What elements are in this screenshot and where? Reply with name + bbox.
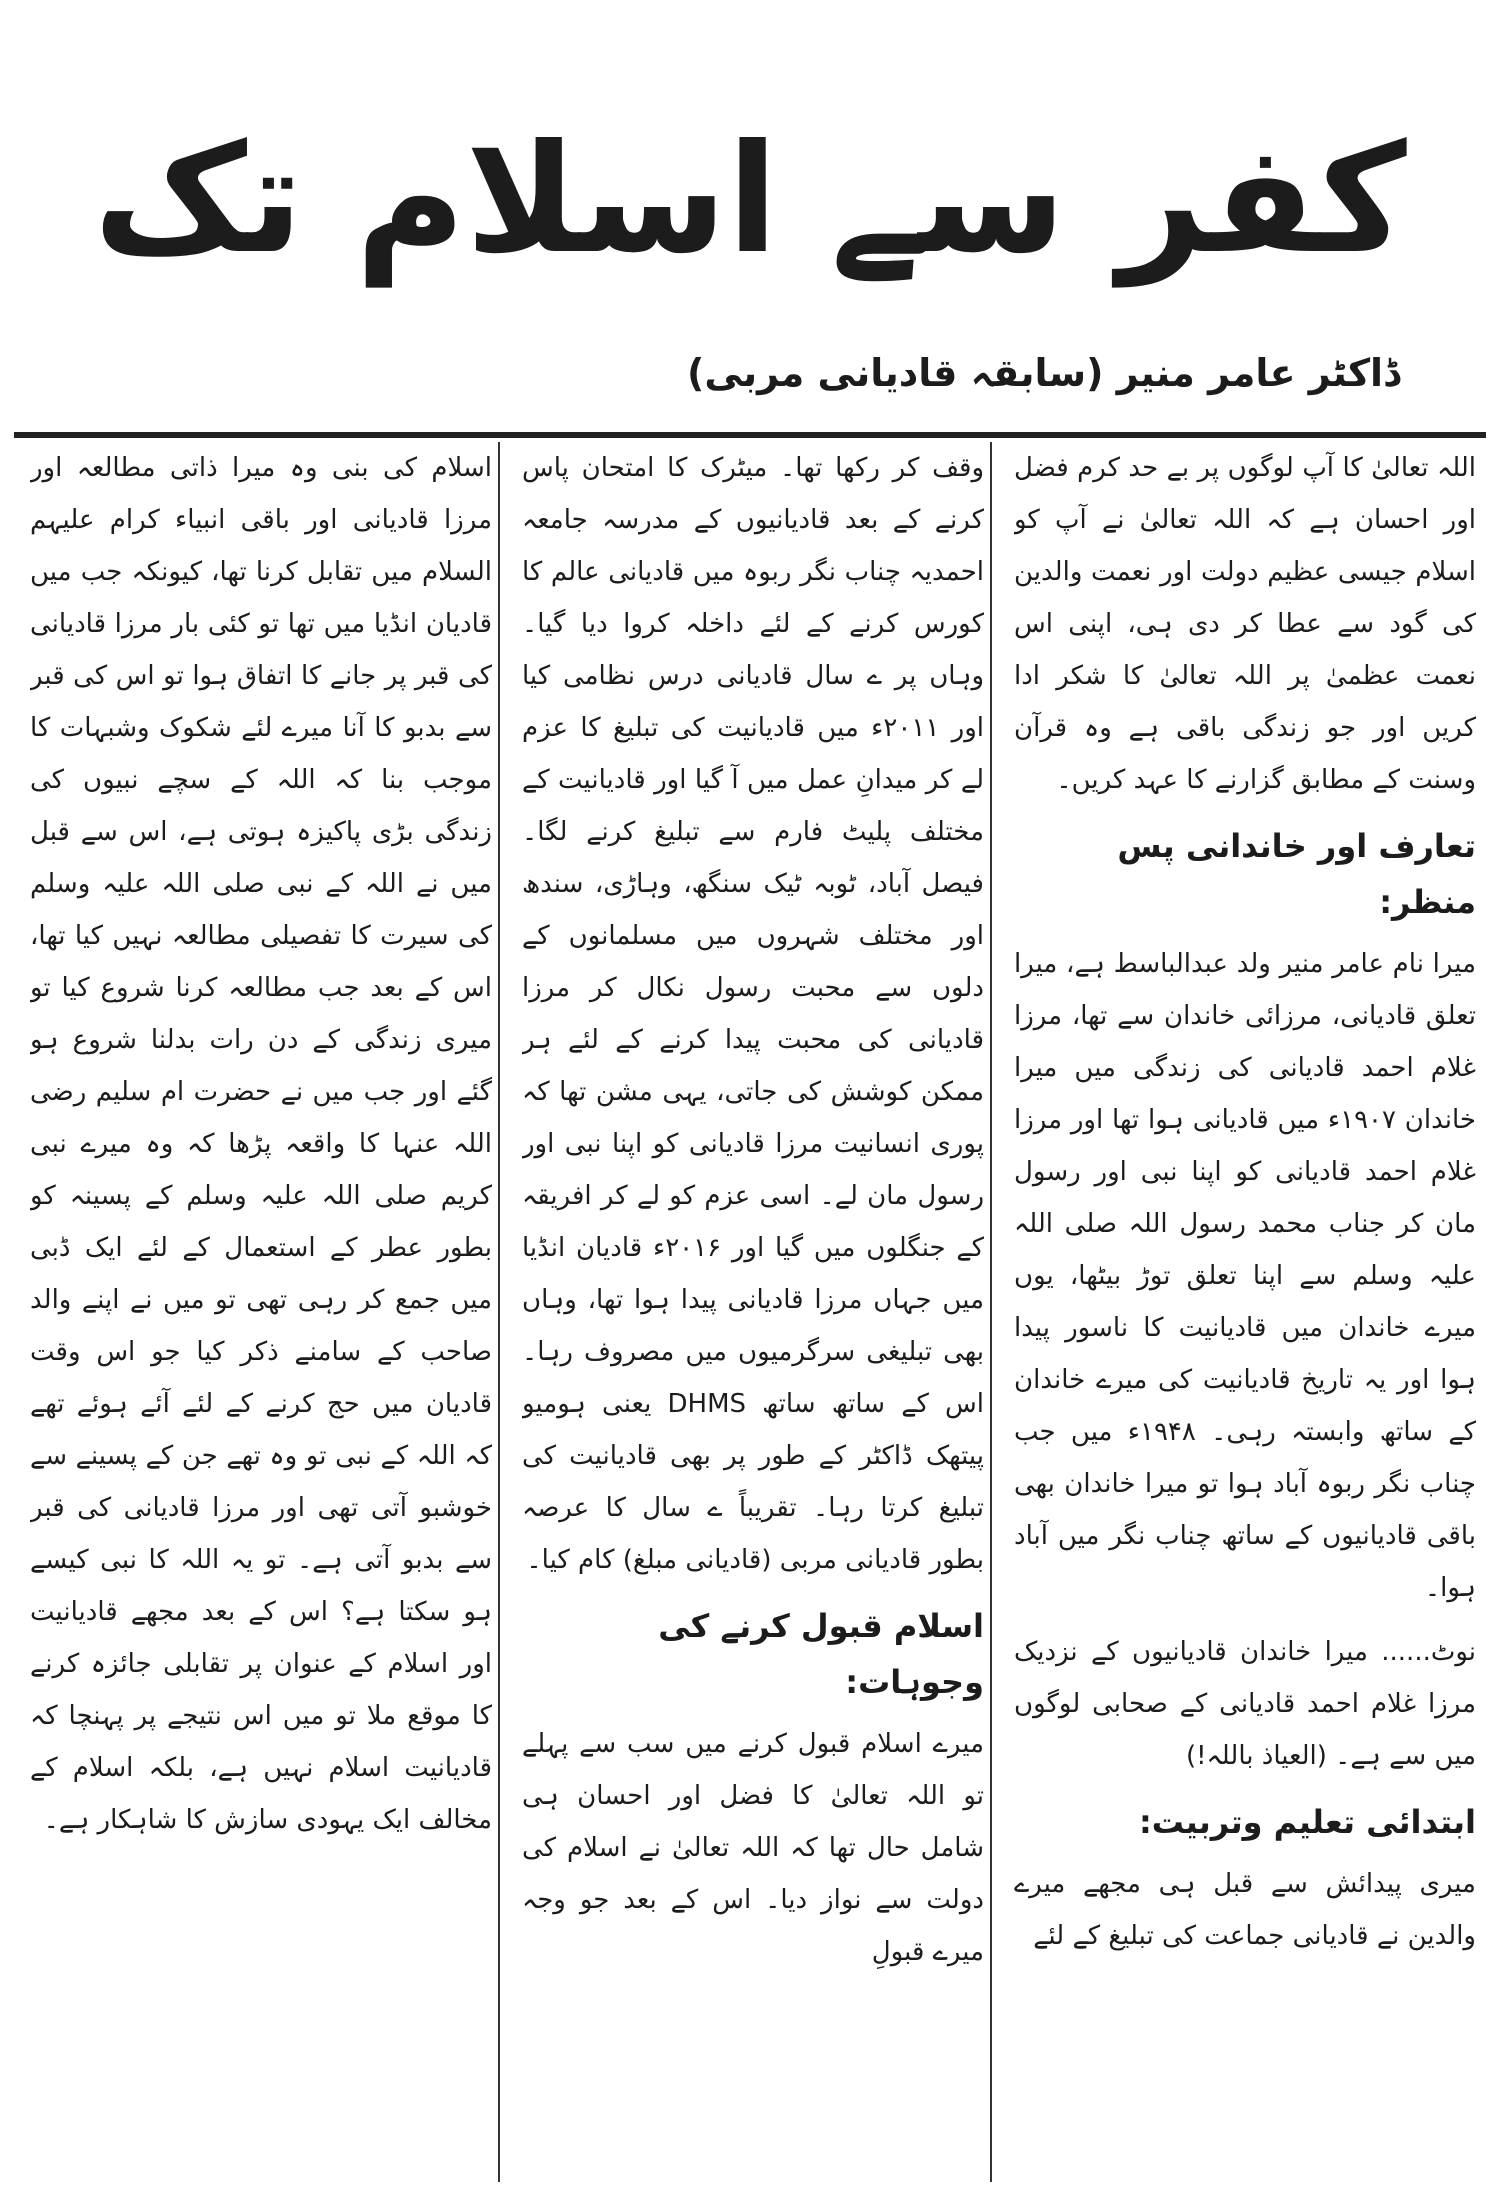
paragraph: وقف کر رکھا تھا۔ میٹرک کا امتحان پاس کرنے کے بعد قادیانیوں کے مدرسہ جامعہ احمدیہ چناب نگر ربوہ میں قادیانی عالم کا کورس کرنے کے لئے داخلہ کروا دیا گیا۔ وہاں پر ے سال قادیانی درس نظامی کیا اور ۲۰۱۱ء میں قادیانیت کی تبلیغ کا عزم لے کر میدانِ عمل میں آ گیا اور قادیانیت کے مختلف پلیٹ فارم سے تبلیغ کرنے لگا۔ فیصل آباد، ٹوبہ ٹیک سنگھ، وہاڑی، سندھ اور مختلف شہروں میں مسلمانوں کے دلوں سے محبت رسول نکال کر مرزا قادیانی کی محبت پیدا کرنے کے لئے ہر ممکن کوشش کی جاتی، یہی مشن تھا کہ پوری انسانیت مرزا قادیانی کو اپنا نبی اور رسول مان لے۔ اسی عزم کو لے کر افریقہ کے جنگلوں میں گیا اور ۲۰۱۶ء قادیان انڈیا میں جہاں مرزا قادیانی پیدا ہوا تھا، وہاں بھی تبلیغی سرگرمیوں میں مصروف رہا۔ اس کے ساتھ ساتھ DHMS یعنی ہومیو پیتھک ڈاکٹر کے طور پر بھی قادیانیت کی تبلیغ کرتا رہا۔ تقریباً ے سال کا عرصہ بطور قادیانی مربی (قادیانی مبلغ) کام کیا۔ bbox=[522, 453, 984, 1575]
paragraph: میرے اسلام قبول کرنے میں سب سے پہلے تو اللہ تعالیٰ کا فضل اور احسان ہی شامل حال تھا کہ اللہ تعالیٰ نے اسلام کی دولت سے نواز دیا۔ اس کے بعد جو وجہ میرے قبولِ bbox=[522, 1729, 984, 1967]
column-divider bbox=[990, 442, 992, 2182]
column-middle bbox=[522, 442, 984, 2182]
column-right bbox=[1014, 442, 1476, 2182]
paragraph: میرا نام عامر منیر ولد عبدالباسط ہے، میرا تعلق قادیانی، مرزائی خاندان سے تھا، مرزا غلام احمد قادیانی کی زندگی میں میرا خاندان ۱۹۰۷ء میں قادیانی ہوا تھا اور مرزا غلام احمد قادیانی کو اپنا نبی اور رسول مان کر جناب محمد رسول اللہ صلی اللہ علیہ وسلم سے اپنا تعلق توڑ بیٹھا، یوں میرے خاندان میں قادیانیت کا ناسور پیدا ہوا اور یہ تاریخ قادیانیت کی میرے خاندان کے ساتھ وابستہ رہی۔ ۱۹۴۸ء میں جب چناب نگر ربوہ آباد ہوا تو میرا خاندان بھی باقی قادیانیوں کے ساتھ چناب نگر میں آباد ہوا۔ bbox=[1014, 949, 1476, 1603]
paragraph: میری پیدائش سے قبل ہی مجھے میرے والدین نے قادیانی جماعت کی تبلیغ کے لئے bbox=[1014, 1869, 1476, 1951]
author-byline: ڈاکٹر عامر منیر (سابقہ قادیانی مربی) bbox=[687, 351, 1400, 395]
section-heading: تعارف اور خاندانی پس منظر: bbox=[1117, 827, 1476, 921]
section-heading: اسلام قبول کرنے کی وجوہات: bbox=[658, 1607, 984, 1701]
column-left bbox=[30, 442, 492, 2182]
paragraph: اللہ تعالیٰ کا آپ لوگوں پر بے حد کرم فضل اور احسان ہے کہ اللہ تعالیٰ نے آپ کو اسلام جیسی عظیم دولت اور نعمت والدین کی گود سے عطا کر دی ہی، اپنی اس نعمت عظمیٰ پر اللہ تعالیٰ کا شکر ادا کریں اور جو زندگی باقی ہے وہ قرآن وسنت کے مطابق گزارنے کا عہد کریں۔ bbox=[1014, 453, 1476, 795]
header-divider bbox=[14, 432, 1486, 438]
column-divider bbox=[498, 442, 500, 2182]
paragraph: نوٹ...... میرا خاندان قادیانیوں کے نزدیک مرزا غلام احمد قادیانی کے صحابی لوگوں میں سے ہے۔ (العیاذ باللہ!) bbox=[1014, 1637, 1476, 1771]
article-title: کفر سے اسلام تک bbox=[93, 113, 1407, 287]
section-heading: ابتدائی تعلیم وتربیت: bbox=[1138, 1803, 1476, 1841]
paragraph: اسلام کی بنی وہ میرا ذاتی مطالعہ اور مرزا قادیانی اور باقی انبیاء کرام علیہم السلام میں تقابل کرنا تھا، کیونکہ جب میں قادیان انڈیا میں تھا تو کئی بار مرزا قادیانی کی قبر پر جانے کا اتفاق ہوا تو اس کی قبر سے بدبو کا آنا میرے لئے شکوک وشبہات کا موجب بنا کہ اللہ کے سچے نبیوں کی زندگی بڑی پاکیزہ ہوتی ہے، اس سے قبل میں نے اللہ کے نبی صلی اللہ علیہ وسلم کی سیرت کا تفصیلی مطالعہ نہیں کیا تھا، اس کے بعد جب مطالعہ کرنا شروع کیا تو میری زندگی کے دن رات بدلنا شروع ہو گئے اور جب میں نے حضرت ام سلیم رضی اللہ عنہا کا واقعہ پڑھا کہ وہ میرے نبی کریم صلی اللہ علیہ وسلم کے پسینہ کو بطور عطر کے استعمال کے لئے ایک ڈبی میں جمع کر رہی تھی تو میں نے اپنے والد صاحب کے سامنے ذکر کیا جو اس وقت قادیان میں حج کرنے کے لئے آئے ہوئے تھے کہ اللہ کے نبی تو وہ تھے جن کے پسینے سے خوشبو آتی تھی اور مرزا قادیانی کی قبر سے بدبو آتی ہے۔ تو یہ اللہ کا نبی کیسے ہو سکتا ہے؟ اس کے بعد مجھے قادیانیت اور اسلام کے عنوان پر تقابلی جائزہ کرنے کا موقع ملا تو میں اس نتیجے پر پہنچا کہ قادیانیت اسلام نہیں ہے، بلکہ اسلام کے مخالف ایک یہودی سازش کا شاہکار ہے۔ bbox=[30, 453, 492, 1835]
